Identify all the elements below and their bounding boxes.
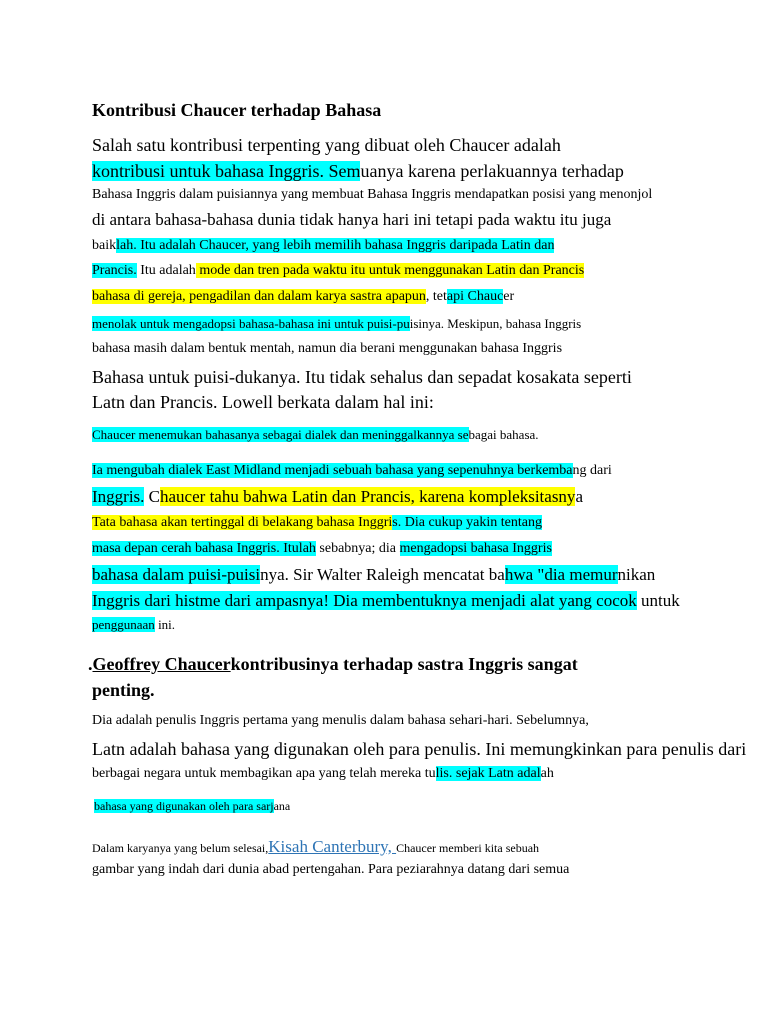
highlight-cyan: hwa "dia memur	[504, 565, 618, 584]
highlight-cyan: Chaucer menemukan bahasanya sebagai dialek dan meninggalkannya se	[92, 427, 469, 442]
paragraph-line: Latn dan Prancis. Lowell berkata dalam hal ini:	[92, 392, 434, 412]
paragraph-line: Bahasa Inggris dalam puisiannya yang membuat Bahasa Inggris mendapatkan posisi yang menonjol	[92, 187, 653, 202]
text-run: isinya. Meskipun, bahasa Inggris	[409, 316, 582, 331]
highlight-cyan: api Chauc	[446, 289, 504, 304]
highlight-cyan: kontribusi untuk bahasa Inggris. Sem	[92, 161, 361, 181]
quote-line	[92, 428, 539, 441]
text-run: ah	[540, 766, 554, 781]
text-run: C	[144, 487, 161, 506]
text-run: Dalam karyanya yang belum selesai,	[92, 841, 269, 855]
text-run: sebabnya; dia	[315, 541, 400, 556]
text-run: bagai bahasa.	[468, 427, 539, 442]
highlight-yellow: bahasa di gereja, pengadilan dan dalam karya sastra apapun	[92, 289, 426, 304]
paragraph-line: gambar yang indah dari dunia abad pertengahan. Para peziarahnya datang dari semua	[92, 862, 570, 877]
text-run: , tet	[425, 289, 447, 304]
highlight-cyan: menolak untuk mengadopsi bahasa-bahasa ini untuk puisi-pu	[92, 316, 410, 331]
highlight-cyan: mengadopsi bahasa Inggris	[399, 541, 552, 556]
paragraph-line	[92, 290, 514, 304]
note-line	[94, 800, 290, 812]
section-heading: penting.	[92, 680, 155, 700]
paragraph-line: Latn adalah bahasa yang digunakan oleh para penulis. Ini memungkinkan para penulis dari	[92, 739, 747, 759]
paragraph-line	[92, 516, 542, 530]
text-run: a	[575, 487, 583, 506]
paragraph-line	[92, 239, 554, 253]
kisah-canterbury-link[interactable]: Kisah Canterbury,	[268, 837, 397, 856]
paragraph-line	[92, 618, 175, 631]
highlight-yellow: haucer tahu bahwa Latin dan Prancis, karena kompleksitasny	[160, 487, 576, 506]
highlight-cyan: Inggris.	[92, 487, 145, 506]
paragraph-line	[92, 317, 581, 330]
highlight-cyan: Ia mengubah dialek East Midland menjadi sebuah bahasa yang sepenuhnya berkemba	[92, 463, 573, 478]
paragraph-line: Bahasa untuk puisi-dukanya. Itu tidak sehalus dan sepadat kosakata seperti	[92, 367, 632, 387]
highlight-yellow: mode dan tren pada waktu itu untuk menggunakan Latin dan Prancis	[195, 263, 585, 278]
section-heading	[88, 655, 578, 673]
paragraph-line	[92, 566, 655, 583]
text-run: Chaucer memberi kita sebuah	[396, 841, 540, 855]
highlight-cyan: penggunaan	[92, 617, 155, 632]
paragraph-line	[92, 767, 554, 781]
paragraph-line: bahasa masih dalam bentuk mentah, namun dia berani menggunakan bahasa Inggris	[92, 341, 563, 356]
highlight-cyan: Inggris dari histme dari ampasnya! Dia membentuknya menjadi alat yang cocok	[92, 591, 637, 610]
text-run: ana	[273, 799, 291, 813]
text-run: ng dari	[572, 463, 612, 478]
highlight-cyan: masa depan cerah bahasa Inggris. Itulah	[92, 541, 316, 556]
highlight-cyan: bahasa yang digunakan oleh para sarj	[94, 799, 274, 813]
text-run: Itu adalah	[136, 263, 196, 278]
text-run: nikan	[617, 565, 656, 584]
paragraph-line: Dia adalah penulis Inggris pertama yang menulis dalam bahasa sehari-hari. Sebelumnya,	[92, 713, 589, 728]
highlight-cyan: s. Dia cukup yakin tentang	[392, 515, 542, 530]
paragraph-line	[92, 592, 680, 609]
paragraph-line	[92, 464, 612, 478]
highlight-cyan: bahasa dalam puisi-puisi	[92, 565, 261, 584]
paragraph-line	[92, 162, 624, 180]
text-run: baik	[92, 238, 117, 253]
paragraph-line: di antara bahasa-bahasa dunia tidak hanya hari ini tetapi pada waktu itu juga	[92, 210, 612, 229]
highlight-cyan: lah. Itu adalah Chaucer, yang lebih memilih bahasa Inggris daripada Latin dan	[116, 238, 555, 253]
paragraph-line	[92, 488, 583, 505]
paragraph-line	[92, 838, 539, 855]
text-run: er	[503, 289, 515, 304]
text-run: kontribusinya terhadap sastra Inggris sangat	[230, 654, 578, 674]
text-run: nya. Sir Walter Raleigh mencatat ba	[260, 565, 505, 584]
text-run: ini.	[154, 617, 176, 632]
text-run: untuk	[636, 591, 680, 610]
highlight-cyan: Prancis.	[92, 263, 137, 278]
text-run: berbagai negara untuk membagikan apa yang telah mereka tu	[92, 766, 436, 781]
highlight-cyan: lis. sejak Latn adal	[435, 766, 541, 781]
text-run: uanya karena perlakuannya terhadap	[360, 161, 624, 181]
text-run: .	[88, 654, 93, 674]
document-title: Kontribusi Chaucer terhadap Bahasa	[92, 100, 382, 120]
author-link[interactable]: Geoffrey Chaucer	[92, 654, 231, 674]
paragraph-line: Salah satu kontribusi terpenting yang dibuat oleh Chaucer adalah	[92, 135, 561, 155]
paragraph-line	[92, 264, 584, 278]
paragraph-line	[92, 542, 552, 556]
highlight-yellow: Tata bahasa akan tertinggal di belakang bahasa Inggri	[92, 515, 393, 530]
